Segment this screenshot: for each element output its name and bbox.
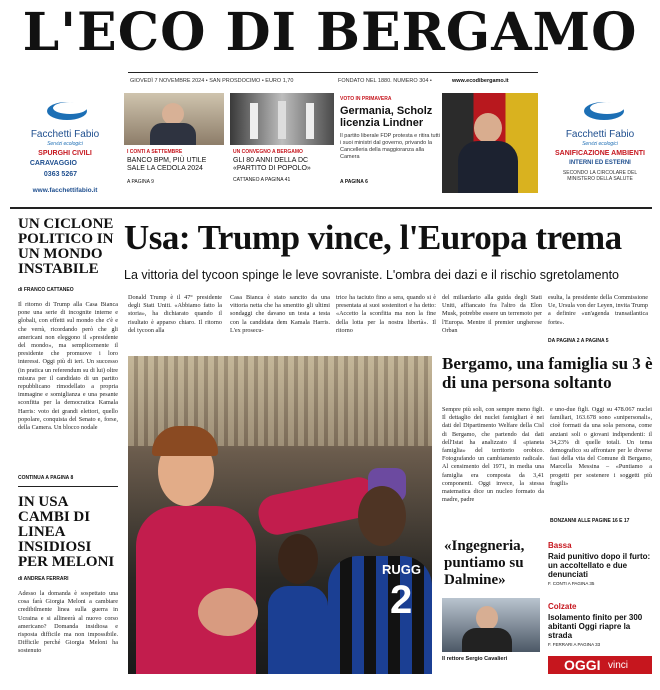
ad-service2: INTERNI ED ESTERNI: [569, 160, 631, 166]
masthead-rule: [128, 72, 538, 73]
promo-text: BANCO BPM, PIÙ UTILE SALE LA CEDOLA 2024: [127, 157, 207, 172]
promo-banco[interactable]: [124, 93, 224, 201]
oggi-label: OGGI: [564, 657, 601, 673]
sidebar-body: Adesso la domanda è sospettato una cosa farà Giorgia Meloni a cambiare credibilmente linea sulla guerra in Ucraina e si allineerà al nuovo corso americano? Domanda insidiosa e risposta difficile ma non impossibile. Difficile perché Giorgia Meloni ha sostenuto: [18, 590, 118, 655]
promo-dc[interactable]: [230, 93, 334, 201]
ad-service: SPURGHI CIVILI: [38, 150, 92, 157]
founded-line: FONDATO NEL 1880. NUMERO 304 •: [338, 78, 432, 84]
section-rule: [10, 207, 652, 209]
sidebar-headline: UN CICLONE POLITICO IN UN MONDO INSTABILE: [18, 216, 114, 277]
lead-col-3: trice ha taciuto fino a sera, quando si è presentata ai suoi sostenitori e ha detto: «Accetto la sconfitta ma non la fine della lotta per la nostra libertà». Il ritorno: [336, 294, 436, 334]
ad-web: www.facchettifabio.it: [32, 187, 98, 194]
promo-photo: [124, 93, 224, 145]
promo-kicker: UN CONVEGNO A BERGAMO: [233, 149, 303, 155]
jersey-number: 2: [390, 578, 413, 622]
lead-pages: DA PAGINA 2 A PAGINA 5: [548, 338, 609, 344]
ad-tag: Servizi ecologici: [582, 141, 618, 147]
rettore-caption: Il rettore Sergio Cavalieri: [442, 656, 508, 662]
bergamo-col-1: Sempre più soli, con sempre meno figli. Il dettaglio dei nuclei famigliari è nei dati del Dipartimento Welfare della Cisl di Bergamo, che partendo dai dati dell'Istat ha analizzato il «pianeta famiglia» del territorio orobico. Fotografando un cambiamento radicale. Al censimento del 1971, in media una famiglia era composta da 3,41 componenti. Oggi invece, la stessa matematica dice un nucleo formato da madre, padre: [442, 406, 544, 504]
sidebar-byline: di FRANCO CATTANEO: [18, 287, 74, 293]
sidebar-headline: IN USA CAMBI DI LINEA INSIDIOSI PER MELONI: [18, 494, 115, 570]
atalanta-player-2: [268, 586, 328, 674]
jersey-name: RUGG: [382, 562, 421, 577]
brief-page: F. FERRARI A PAGINA 33: [548, 642, 601, 647]
lead-headline[interactable]: Usa: Trump vince, l'Europa trema: [124, 218, 622, 257]
lead-subhead: La vittoria del tycoon spinge le leve sovraniste. L'ombra dei dazi e il rischio sgretolamento: [124, 268, 620, 282]
sidebar-byline: di ANDREA FERRARI: [18, 576, 69, 582]
ad-tag: Servizi ecologici: [47, 141, 83, 147]
promo-germania[interactable]: [338, 93, 538, 201]
ingegneria-headline[interactable]: «Ingegneria, puntiamo su Dalmine»: [444, 538, 525, 588]
brief-title: Isolamento finito per 300 abitanti Oggi riapre la strada: [548, 613, 643, 640]
oggi-tail: vinci: [608, 660, 629, 671]
ad-phone: 0363 5267: [43, 171, 77, 178]
bergamo-headline[interactable]: Bergamo, una famiglia su 3 è di una persona soltanto: [442, 354, 653, 392]
promo-kicker: VOTO IN PRIMAVERA: [340, 96, 392, 102]
promo-page: CATTANEO A PAGINA 41: [233, 177, 291, 183]
player-head-2: [278, 534, 318, 584]
main-photo: [128, 356, 432, 674]
ad-brand: Facchetti Fabio: [30, 129, 100, 140]
ad-town: CARAVAGGIO: [29, 160, 77, 167]
brief-title: Raid punitivo dopo il furto: un accoltellato e due denunciati: [548, 552, 651, 579]
swoosh-logo-icon: [582, 97, 626, 125]
sidebar-editorial[interactable]: [18, 217, 118, 481]
promo-text: Il partito liberale FDP protesta e ritira tutti i suoi ministri dal governo, privando la Cancelleria della maggioranza alla Camera: [340, 133, 440, 160]
brief-page: F. CONTI A PAGINA 35: [548, 581, 595, 586]
left-ad[interactable]: [15, 93, 115, 201]
brief-bassa[interactable]: [548, 541, 652, 586]
promo-photo: [230, 93, 334, 145]
lead-col-5: esulta, la presidente della Commissione Ue, Ursula von der Leyen, invita Trump a definire «un'agenda transatlantica forte».: [548, 294, 648, 326]
bergamo-col-2: e uno-due figli. Oggi su 478.067 nuclei familiari, 163.678 sono «unipersonali», cioè formati da una sola persona, come anziani soli o giovani indipendenti: il 34,23% di quelle totali. Un tema demografico su affrontare per le diverse fasi della vita del Comune di Bergamo, Marcella Messina – «Puntiamo a progetti per sostenere i soggetti più fragili»: [550, 406, 652, 487]
promo-page: A PAGINA 9: [127, 179, 154, 185]
player-head-3: [198, 588, 258, 636]
ad-brand: Facchetti Fabio: [565, 129, 635, 140]
lead-col-2: Casa Bianca è stato sancito da una vittoria netta che ha smentito gli ultimi sondaggi che davano un testa a testa con la candidata dem Kamala Harris. L'ex prosecu-: [230, 294, 330, 334]
website-link[interactable]: www.ecodibergamo.it: [452, 78, 509, 84]
promo-text: GLI 80 ANNI DELLA DC «PARTITO DI POPOLO»: [233, 157, 311, 172]
promo-photo: [442, 93, 538, 193]
promo-page: A PAGINA 6: [340, 179, 368, 185]
brief-kicker: Bassa: [548, 541, 572, 550]
ad-service: SANIFICAZIONE AMBIENTI: [555, 150, 645, 157]
dateline: GIOVEDÌ 7 NOVEMBRE 2024 • SAN PROSDOCIMO • EURO 1,70: [130, 78, 294, 84]
brief-kicker: Colzate: [548, 602, 577, 611]
sidebar-meloni[interactable]: [18, 495, 118, 690]
sidebar-more[interactable]: CONTINUA A PAGINA 8: [18, 475, 74, 481]
rettore-photo: [442, 598, 540, 652]
lead-col-1: Donald Trump è il 47° presidente degli Stati Uniti. «Abbiamo fatto la storia», ha dichiarato quando il risultato è apparso chiaro. Il ritorno del tycoon alla: [128, 294, 222, 334]
ad-note: SECONDO LA CIRCOLARE DEL MINISTERO DELLA SALUTE: [562, 170, 638, 182]
masthead-title: L'ECO DI BERGAMO: [22, 2, 638, 63]
right-ad[interactable]: [548, 93, 652, 201]
oggi-banner[interactable]: [548, 656, 652, 674]
sidebar-divider: [18, 486, 118, 487]
player-head: [358, 486, 406, 546]
lead-col-4: del miliardario alla guida degli Stati Uniti, affiancato fra l'altro da Elon Musk, potrebbe essere un terremoto per l'Europa. Mentre il premier ungherese Orban: [442, 294, 542, 334]
promo-kicker: I CONTI A SETTEMBRE: [127, 149, 183, 155]
swoosh-logo-icon: [45, 97, 89, 125]
promo-title: Germania, Scholz licenzia Lindner: [340, 105, 433, 129]
bergamo-byline: BONZANNI ALLE PAGINE 16 E 17: [550, 518, 630, 524]
brief-colzate[interactable]: [548, 602, 652, 647]
sidebar-body: Il ritorno di Trump alla Casa Bianca pone una serie di incognite interne e globali, con effetti sul mondo che c'è e che verrà, ricordando però che gli americani non eleggono il «presidente del mondo», ma semplicemente il presidente che promuove i loro interessi. Oggi più di ieri. Un successo (in pratica un referendum su di lui) oltre misura per il candidato di un partito repubblicano rimodellato a propria immagine e somiglianza e una pesante sconfitta per la democratica Kamala Harris: voto dei grandi elettori, quello popolare, conquista del Senato e, forse, della Camera. Un blocco nodale: [18, 301, 118, 432]
